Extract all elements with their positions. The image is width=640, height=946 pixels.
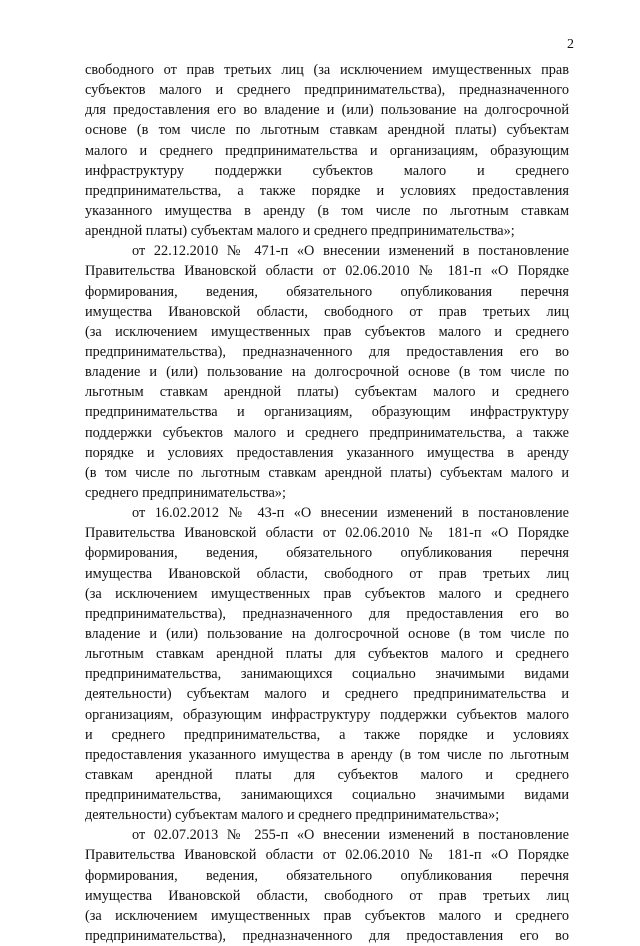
- text-line: льготным ставкам арендной платы для субъектов малого и среднего: [85, 646, 569, 663]
- text-line: имущества Ивановской области, свободного от прав третьих лиц: [85, 565, 569, 582]
- text-line: формирования, ведения, обязательного опубликования перечня: [85, 867, 569, 884]
- text-line: поддержки субъектов малого и среднего предпринимательства, а также: [85, 424, 569, 441]
- text-line: субъектов малого и среднего предпринимательства), предназначенного: [85, 82, 569, 99]
- text-line: предпринимательства, занимающихся социально значимыми видами: [85, 787, 569, 804]
- text-line: Правительства Ивановской области от 02.06.2010 № 181-п «О Порядке: [85, 263, 569, 280]
- text-line: предпринимательства, занимающихся социально значимыми видами: [85, 666, 569, 683]
- text-line: владение и (или) пользование на долгосрочной основе (в том числе по: [85, 364, 569, 381]
- text-line: организациям, образующим инфраструктуру поддержки субъектов малого: [85, 706, 569, 723]
- text-line: (за исключением имущественных прав субъектов малого и среднего: [85, 907, 569, 924]
- text-line: формирования, ведения, обязательного опубликования перечня: [85, 545, 569, 562]
- text-line: свободного от прав третьих лиц (за исключением имущественных прав: [85, 62, 569, 78]
- text-line: предпринимательства), предназначенного для предоставления его во: [85, 343, 569, 360]
- text-line: Правительства Ивановской области от 02.06.2010 № 181-п «О Порядке: [85, 525, 569, 542]
- text-line: основе (в том числе по льготным ставкам арендной платы) субъектам: [85, 122, 569, 139]
- document-body: [85, 60, 569, 946]
- text-line: инфраструктуру поддержки субъектов малого и среднего: [85, 162, 569, 179]
- text-line: и среднего предпринимательства, а также порядке и условиях: [85, 726, 569, 743]
- text-line: (за исключением имущественных прав субъектов малого и среднего: [85, 585, 569, 602]
- text-line: формирования, ведения, обязательного опубликования перечня: [85, 283, 569, 300]
- text-line: малого и среднего предпринимательства и организациям, образующим: [85, 142, 569, 159]
- text-line: предпринимательства и организациям, образующим инфраструктуру: [85, 404, 569, 421]
- text-line: ставкам арендной платы для субъектов малого и среднего: [85, 766, 569, 783]
- text-line: деятельности) субъектам малого и среднего предпринимательства»;: [85, 807, 500, 824]
- text-line: имущества Ивановской области, свободного от прав третьих лиц: [85, 887, 569, 904]
- text-line: для предоставления его во владение и (или) пользование на долгосрочной: [85, 102, 569, 119]
- text-line: арендной платы) субъектам малого и среднего предпринимательства»;: [85, 223, 515, 240]
- text-line: льготным ставкам арендной платы) субъектам малого и среднего: [85, 384, 569, 401]
- text-line: Правительства Ивановской области от 02.06.2010 № 181-п «О Порядке: [85, 847, 569, 864]
- text-line: указанного имущества в аренду (в том числе по льготным ставкам: [85, 202, 569, 219]
- text-line: порядке и условиях предоставления указанного имущества в аренду: [85, 444, 569, 461]
- text-line: владение и (или) пользование на долгосрочной основе (в том числе по: [85, 625, 569, 642]
- text-line: от 16.02.2012 № 43-п «О внесении изменений в постановление: [132, 505, 569, 522]
- text-line: имущества Ивановской области, свободного от прав третьих лиц: [85, 303, 569, 320]
- text-line: от 02.07.2013 № 255-п «О внесении изменений в постановление: [132, 827, 569, 844]
- text-line: (в том числе по льготным ставкам арендной платы) субъектам малого и: [85, 464, 569, 481]
- text-line: среднего предпринимательства»;: [85, 484, 286, 501]
- text-line: деятельности) субъектам малого и среднего предпринимательства и: [85, 686, 569, 703]
- text-line: предпринимательства), предназначенного для предоставления его во: [85, 605, 569, 622]
- text-line: предпринимательства), предназначенного для предоставления его во: [85, 928, 569, 945]
- text-line: предпринимательства, а также порядке и условиях предоставления: [85, 182, 569, 199]
- text-line: предоставления указанного имущества в аренду (в том числе по льготным: [85, 746, 569, 763]
- text-line: от 22.12.2010 № 471-п «О внесении изменений в постановление: [132, 243, 569, 260]
- text-line: (за исключением имущественных прав субъектов малого и среднего: [85, 323, 569, 340]
- page-number: 2: [567, 37, 574, 52]
